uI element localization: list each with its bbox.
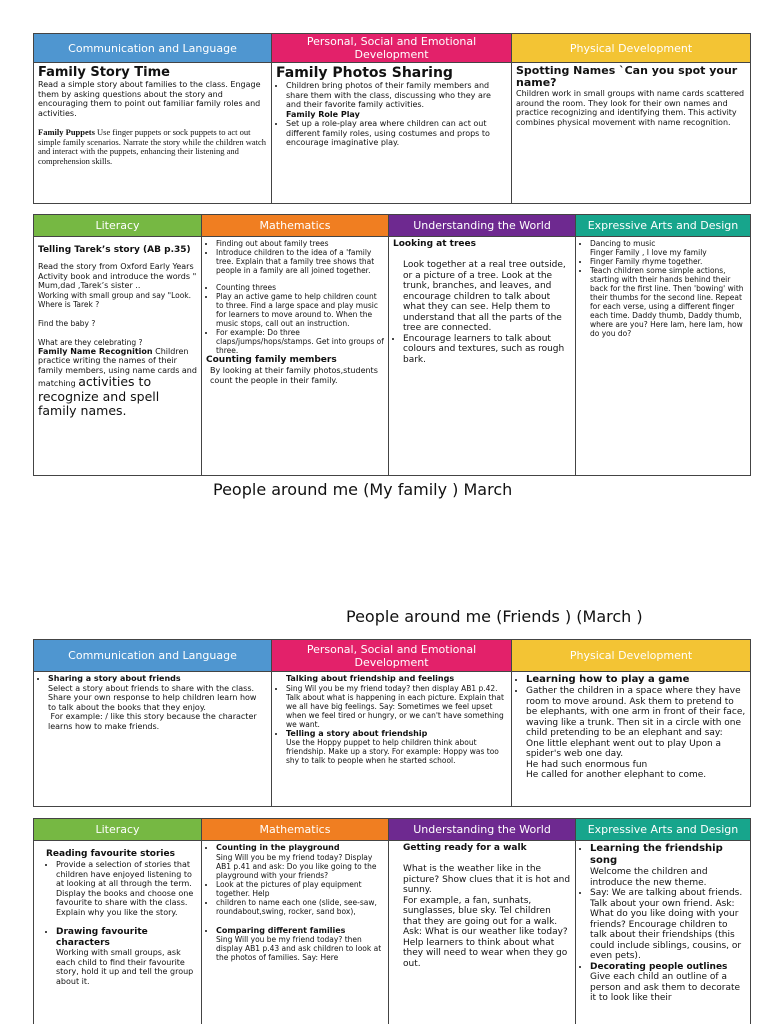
list-item: • Look at the pictures of play equipment together. Help <box>216 880 384 898</box>
cell-expressive-arts <box>576 841 751 1024</box>
list-item: • Play an active game to help children count to three. Find a large space and play music for learners to move around to. When the music stops, call out an instruction. <box>216 292 384 328</box>
cell-expressive-arts <box>576 237 751 476</box>
activity-title: Counting family members <box>206 355 337 365</box>
cell-pse <box>272 672 512 807</box>
header-understanding-world: Understanding the World <box>389 819 576 841</box>
poem-line: He had such enormous fun <box>526 759 648 770</box>
list-item: • Finger Family rhyme together. <box>590 257 746 266</box>
activity-title: Looking at trees <box>393 239 476 249</box>
list-item: • Children bring photos of their family members and share them with the class, discussing who they are and their favorite family activities. Family Role Play <box>286 81 507 119</box>
activity-text: What is the weather like in the picture? Show clues that it is hot and sunny. <box>403 864 571 895</box>
cell-literacy <box>34 237 202 476</box>
poem-line: He called for another elephant to come. <box>526 770 707 780</box>
cell-physical <box>512 672 751 807</box>
cell-understanding-world <box>389 237 576 476</box>
activity-text: Children work in small groups with name cards scattered around the room. They look for their own names and practice recognizing and identifying them. This activity combines physical movement with name recognition. <box>516 89 745 127</box>
list-item: • Finding out about family trees <box>216 239 384 248</box>
list-item: • Sing Wil you be my friend today? then display AB1 p.42. Talk about what is happening in each picture. Explain that we all have big feelings. Say: Sometimes we feel upset when we feel tired or hungry, or we can't have something we want. <box>286 684 507 729</box>
list-item: • Comparing different families Sing Will you be my friend today? then display AB1 p.43 and ask children to look at the photos of families. Say: Here <box>216 926 384 963</box>
list-item: • Teach children some simple actions, starting with their hands behind their back for the first line. Then 'bowing' with their thumbs for the second line. Repeat for each verse, using a different finger each time. Daddy thumb, Daddy thumb, where are you? Here Iam, here Iam, how do you do? <box>590 266 746 338</box>
list-item: • Counting in the playground Sing Will you be my friend today? Display AB1 p.41 and ask: Do you like going to the playground with your friends? <box>216 843 384 880</box>
friends-table-top <box>33 639 751 807</box>
activity-title: Talking about friendship and feelings <box>286 674 455 683</box>
list-item: • Learning how to play a game <box>526 674 746 686</box>
activity-title: Family Photos Sharing <box>276 65 453 81</box>
activity-text: Find the baby ? <box>38 318 96 328</box>
list-item: • Set up a role-play area where children can act out different family roles, using costumes and props to encourage imaginative play. <box>286 119 507 148</box>
header-literacy: Literacy <box>34 819 202 841</box>
list-item: • Say: We are talking about friends. Talk about your own friend. Ask: What do you like doing with your friends? Encourage children to talk about their friendships (this could include siblings, cousins, or even pets). <box>590 888 746 962</box>
family-table-bottom <box>33 214 751 476</box>
list-item: • Counting threes <box>216 283 384 292</box>
header-physical: Physical Development <box>512 640 751 672</box>
list-item: • Sharing a story about friends Select a story about friends to share with the class. Share your own response to help children learn how to talk about the books that they enjoy. For example: / like this story because the character learns how to make friends. <box>48 674 267 731</box>
friends-table-bottom <box>33 818 751 1024</box>
header-understanding-world: Understanding the World <box>389 215 576 237</box>
cell-literacy <box>34 841 202 1024</box>
list-item: • Decorating people outlines Give each child an outline of a person and ask them to decorate it to look like their <box>590 962 746 1004</box>
activity-title: Spotting Names `Can you spot your name? <box>516 64 738 89</box>
list-item: • Dancing to music Finger Family , I love my family <box>590 239 746 257</box>
activity-text: Working with small group and say "Look. Where is Tarek ? <box>38 290 192 309</box>
activity-text: Family Name Recognition Children practice writing the names of their family members, using name cards and matching activities to recognize and spell family names. <box>38 346 197 418</box>
cell-pse <box>272 63 512 204</box>
list-item: • Provide a selection of stories that children have enjoyed listening to at looking at all through the term. Display the books and choose one favourite to share with the class. Explain why you like the story. <box>56 860 197 917</box>
activity-text: Read a simple story about families to the class. Engage them by asking questions about the story and encouraging them to point out familiar family roles and activities. <box>38 80 261 118</box>
header-expressive-arts: Expressive Arts and Design <box>576 819 751 841</box>
page-title: People around me (Friends ) (March ) <box>346 607 643 626</box>
header-communication: Communication and Language <box>34 34 272 63</box>
cell-physical <box>512 63 751 204</box>
activity-text: Family Puppets Use finger puppets or sock puppets to act out simple family scenarios. Narrate the story while the children watch and interact with the puppets, enhancing their listening and comprehension skills. <box>38 127 267 166</box>
header-mathematics: Mathematics <box>202 215 389 237</box>
header-physical: Physical Development <box>512 34 751 63</box>
list-item: • Telling a story about friendship Use the Hoppy puppet to help children think about friendship. Make up a story. For example: Hoppy was too shy to talk to people when he started school. <box>286 729 507 766</box>
page-footer-title: People around me (My family ) March <box>213 480 513 499</box>
list-item: • Encourage learners to talk about colours and textures, such as rough bark. <box>403 334 571 366</box>
family-table-top <box>33 33 751 204</box>
cell-communication <box>34 672 272 807</box>
header-mathematics: Mathematics <box>202 819 389 841</box>
list-item: • Drawing favourite characters Working with small groups, ask each child to find their favourite story, hold it up and tell the group about it. <box>56 927 197 986</box>
header-communication: Communication and Language <box>34 640 272 672</box>
list-item: • children to name each one (slide, see-saw, roundabout,swing, rocker, sand box), <box>216 898 384 916</box>
activity-text: they will need to wear when they go out. <box>403 948 568 969</box>
activity-text: Read the story from Oxford Early Years Activity book and introduce the words " Mum,dad ,Tarek’s sister .. <box>38 262 197 290</box>
list-item: • Gather the children in a space where they have room to move around. Ask them to pretend to be elephants, with one arm in front of their face, waving like a trunk. Then sit in a circle with one child pretending to be an elephant and say: <box>526 686 746 739</box>
poem-line: One little elephant went out to play Upon a spider's web one day. <box>526 738 722 759</box>
cell-understanding-world <box>389 841 576 1024</box>
activity-text: Look together at a real tree outside, or a picture of a tree. Look at the trunk, branches, and leaves, and encourage children to talk about what they can see. Help them to understand that all the parts of the tree are connected. <box>403 260 566 333</box>
activity-title: Family Story Time <box>38 65 170 80</box>
header-expressive-arts: Expressive Arts and Design <box>576 215 751 237</box>
cell-communication <box>34 63 272 204</box>
header-literacy: Literacy <box>34 215 202 237</box>
activity-text: For example, a fan, sunhats, sunglasses, blue sky. Tel children that they are going out for a walk. Ask: What is our weather like today? Help learners to think about what <box>403 895 568 948</box>
activity-title: Reading favourite stories <box>46 849 175 859</box>
cell-mathematics <box>202 237 389 476</box>
activity-text: By looking at their family photos,students count the people in their family. <box>210 366 378 385</box>
list-item: • Learning the friendship song Welcome the children and introduce the new theme. <box>590 843 746 888</box>
activity-text: What are they celebrating ? <box>38 337 143 347</box>
cell-mathematics <box>202 841 389 1024</box>
activity-title: Telling Tarek’s story (AB p.35) <box>38 245 191 255</box>
list-item: • Introduce children to the idea of a 'family tree. Explain that a family tree shows that people in a family are all joined together. <box>216 248 384 275</box>
header-pse: Personal, Social and Emotional Development <box>272 34 512 63</box>
list-item: • For example: Do three claps/jumps/hops/stamps. Get into groups of three. <box>216 328 384 355</box>
activity-title: Getting ready for a walk <box>403 843 527 853</box>
header-pse: Personal, Social and Emotional Development <box>272 640 512 672</box>
